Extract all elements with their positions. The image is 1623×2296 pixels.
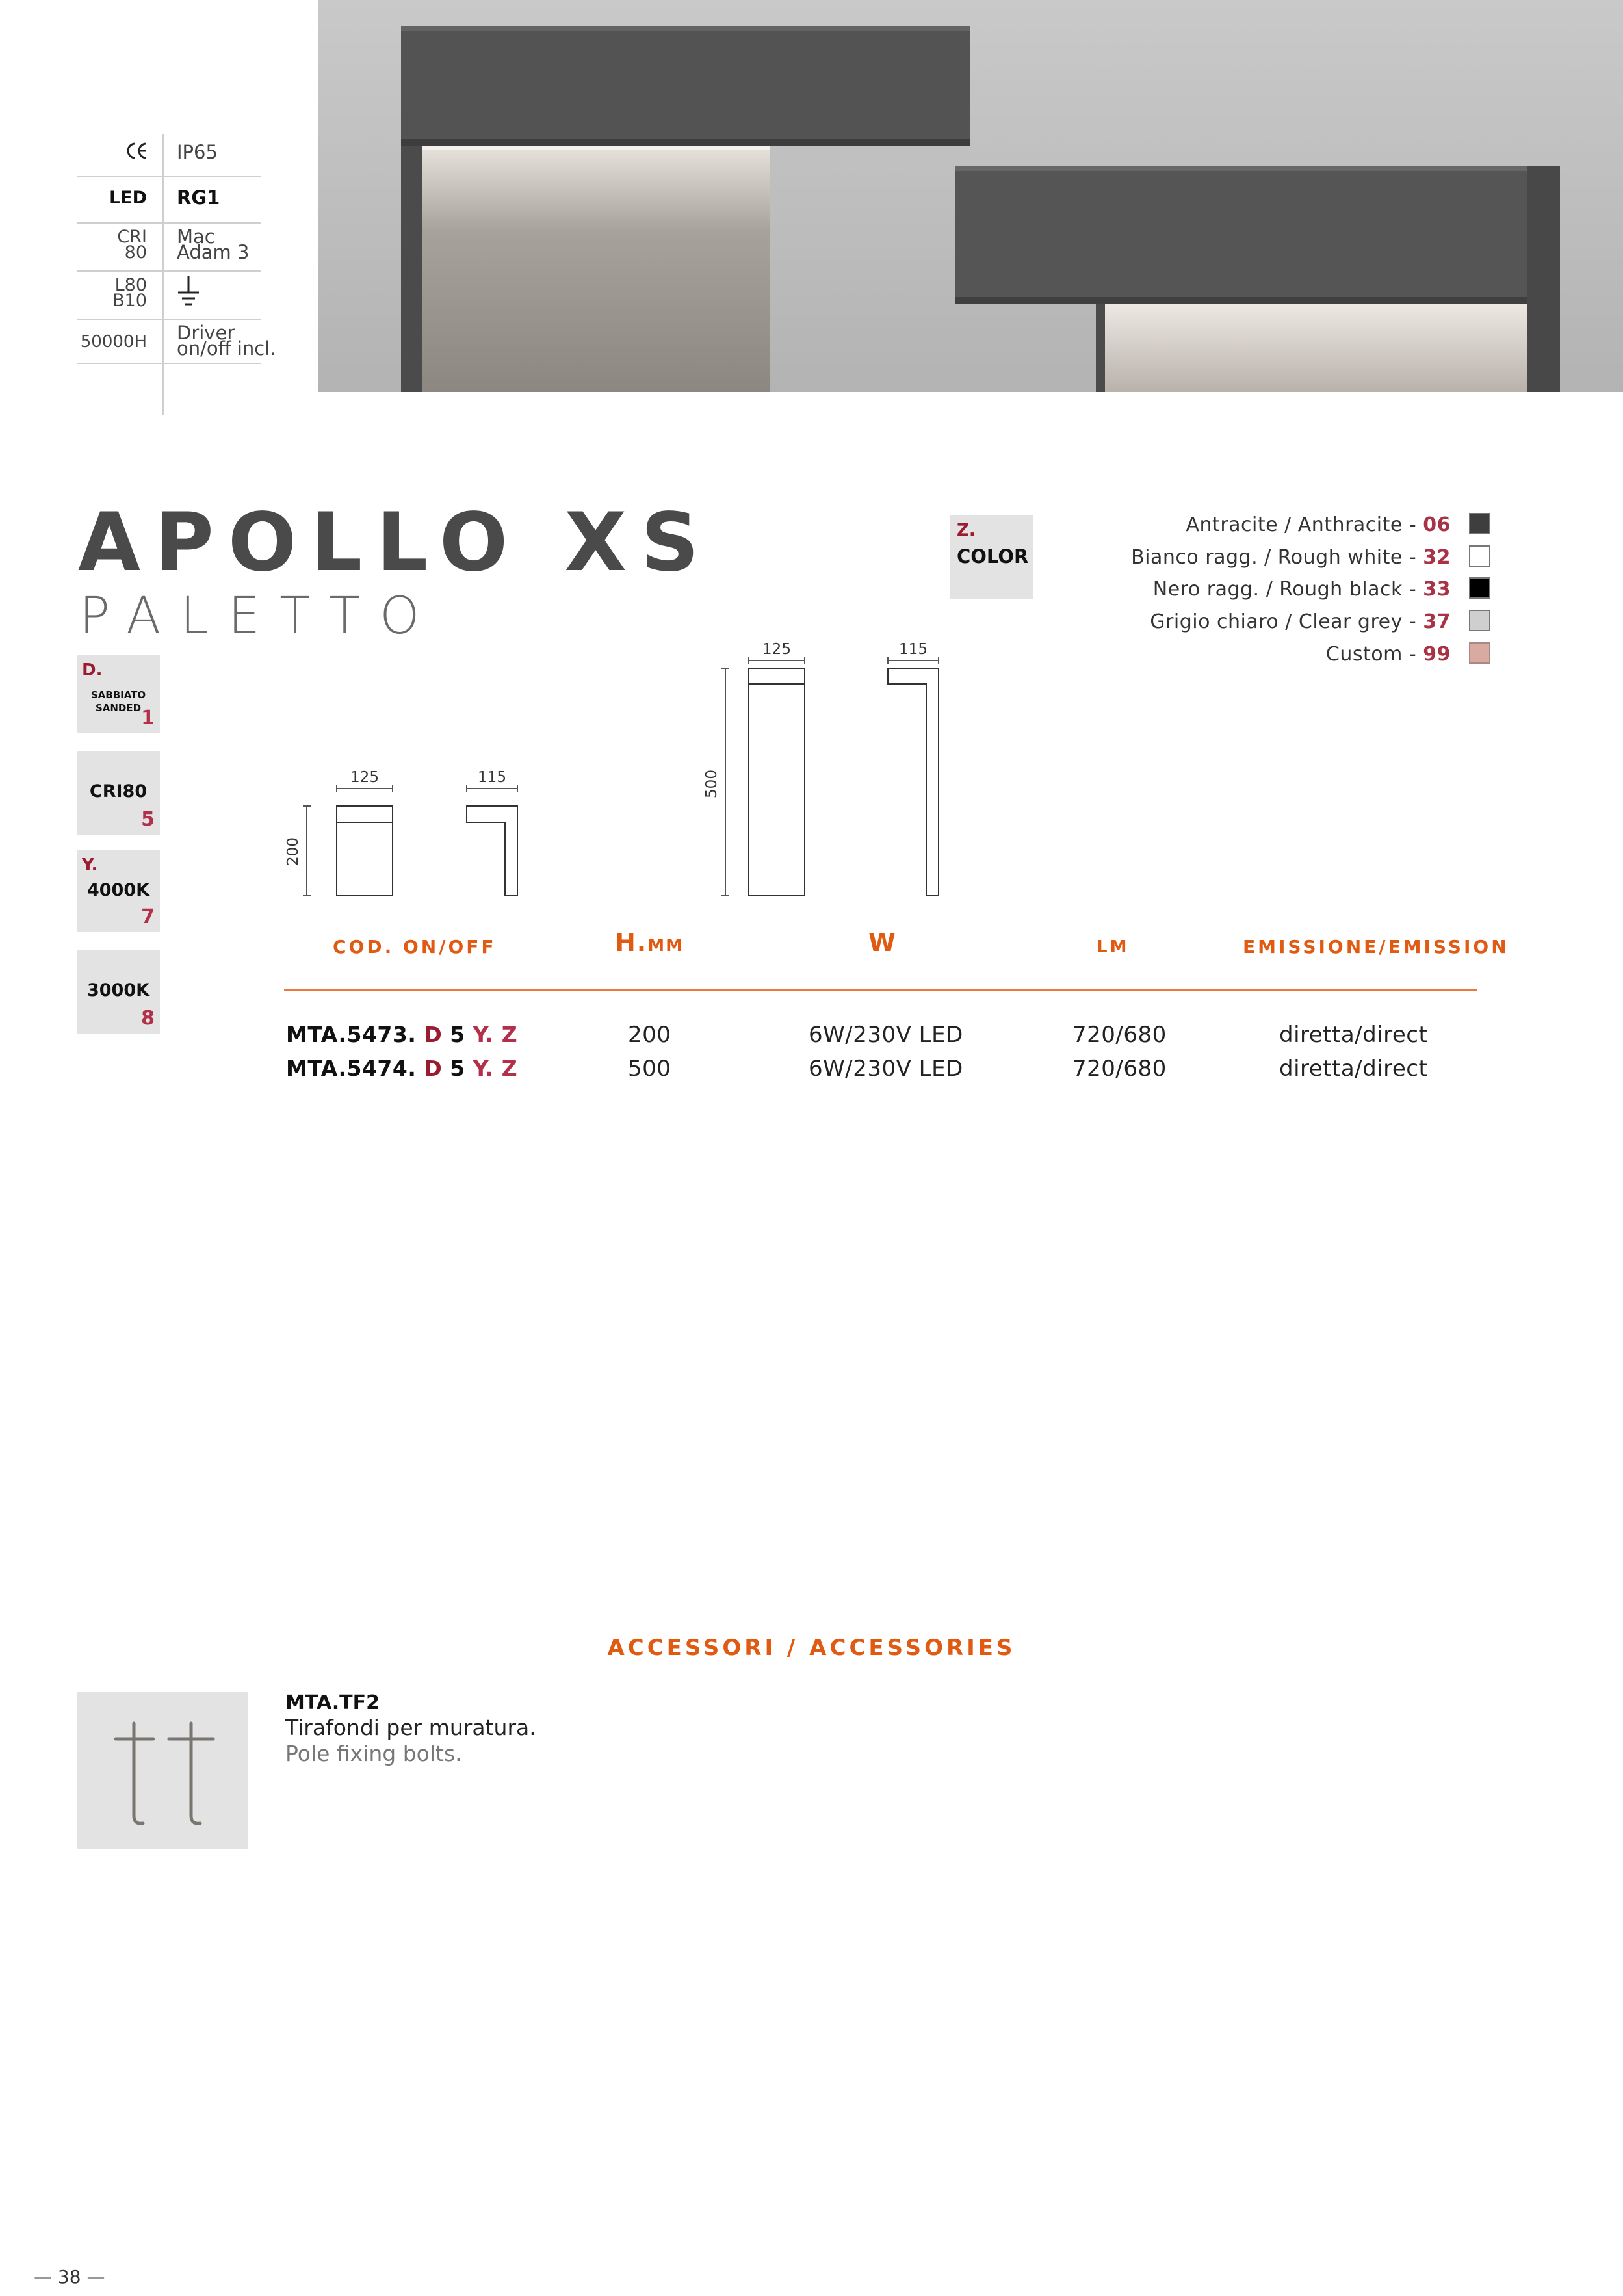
table-cell-watt: 6W/230V LED (809, 1022, 963, 1048)
table-divider (284, 989, 1477, 991)
color-item: Custom - 99 (1040, 640, 1495, 666)
col-header-emission: EMISSIONE/EMISSION (1243, 936, 1509, 958)
option-cct-4000k: Y. 4000K 7 (77, 850, 160, 932)
large-side-view (888, 641, 939, 896)
color-code-box: Z. COLOR (950, 515, 1033, 599)
col-header-watt: W (868, 928, 897, 957)
table-cell-emission: diretta/direct (1279, 1022, 1428, 1048)
option-finish: D. SABBIATO SANDED 1 (77, 655, 160, 733)
color-item: Nero ragg. / Rough black - 33 (1040, 575, 1495, 601)
product-subtitle: PALETTO (79, 587, 439, 646)
color-item: Grigio chiaro / Clear grey - 37 (1040, 608, 1495, 634)
dim-large-height: 500 (703, 770, 720, 798)
spec-row-driver: 50000H Driver on/off incl. (80, 322, 276, 359)
color-swatch (1469, 513, 1490, 534)
col-header-code: COD. ON/OFF (333, 936, 497, 958)
small-side-view (467, 769, 517, 896)
spec-row-lifetime: L80 B10 (77, 277, 261, 316)
color-swatch (1469, 642, 1490, 664)
table-row-code: MTA.5474. D 5 Y. Z (286, 1056, 518, 1081)
table-row-code: MTA.5473. D 5 Y. Z (286, 1022, 518, 1047)
dim-small-height: 200 (285, 837, 302, 866)
spec-row-cri: CRI 80 Mac Adam 3 (117, 226, 250, 263)
color-item: Antracite / Anthracite - 06 (1040, 511, 1495, 537)
bollard-render (318, 0, 1623, 392)
small-front-view (285, 769, 393, 896)
option-cri: CRI80 5 (77, 751, 160, 835)
table-cell-lumen: 720/680 (1072, 1056, 1167, 1082)
col-header-lumen: LM (1097, 937, 1130, 957)
table-body (0, 1022, 1623, 1093)
table-cell-height: 200 (628, 1022, 671, 1048)
spec-row-ce (77, 140, 261, 173)
table-cell-height: 500 (628, 1056, 671, 1082)
col-header-height: H.MM (615, 928, 684, 957)
accessory-desc-it: Tirafondi per muratura. (285, 1715, 536, 1740)
earth-ground-icon (175, 274, 201, 312)
fixing-bolts-icon (77, 1692, 248, 1849)
dim-large-front-width: 125 (762, 641, 791, 658)
accessory-desc-en: Pole fixing bolts. (285, 1741, 462, 1766)
dim-small-front-width: 125 (350, 769, 379, 786)
dimension-drawings (273, 637, 962, 910)
spec-row-led: LED RG1 (109, 187, 220, 209)
page-number: — 38 — (34, 2266, 105, 2288)
color-swatch (1469, 545, 1490, 567)
table-cell-lumen: 720/680 (1072, 1022, 1167, 1048)
color-item: Bianco ragg. / Rough white - 32 (1040, 543, 1495, 569)
color-swatch (1469, 577, 1490, 599)
ce-mark-icon (126, 142, 148, 160)
table-cell-emission: diretta/direct (1279, 1056, 1428, 1082)
ip-rating: IP65 (177, 141, 218, 163)
accessory-image (77, 1692, 248, 1849)
option-cct-3000k: 3000K 8 (77, 950, 160, 1034)
table-cell-watt: 6W/230V LED (809, 1056, 963, 1082)
dim-large-side-width: 115 (899, 641, 928, 658)
dim-small-side-width: 115 (478, 769, 506, 786)
color-swatch (1469, 610, 1490, 631)
large-front-view (703, 641, 805, 896)
accessories-title: ACCESSORI / ACCESSORIES (607, 1635, 1016, 1661)
risk-group: RG1 (177, 187, 220, 209)
product-title: APOLLO XS (78, 496, 714, 590)
product-photo (318, 0, 1623, 392)
accessory-code: MTA.TF2 (285, 1691, 380, 1714)
